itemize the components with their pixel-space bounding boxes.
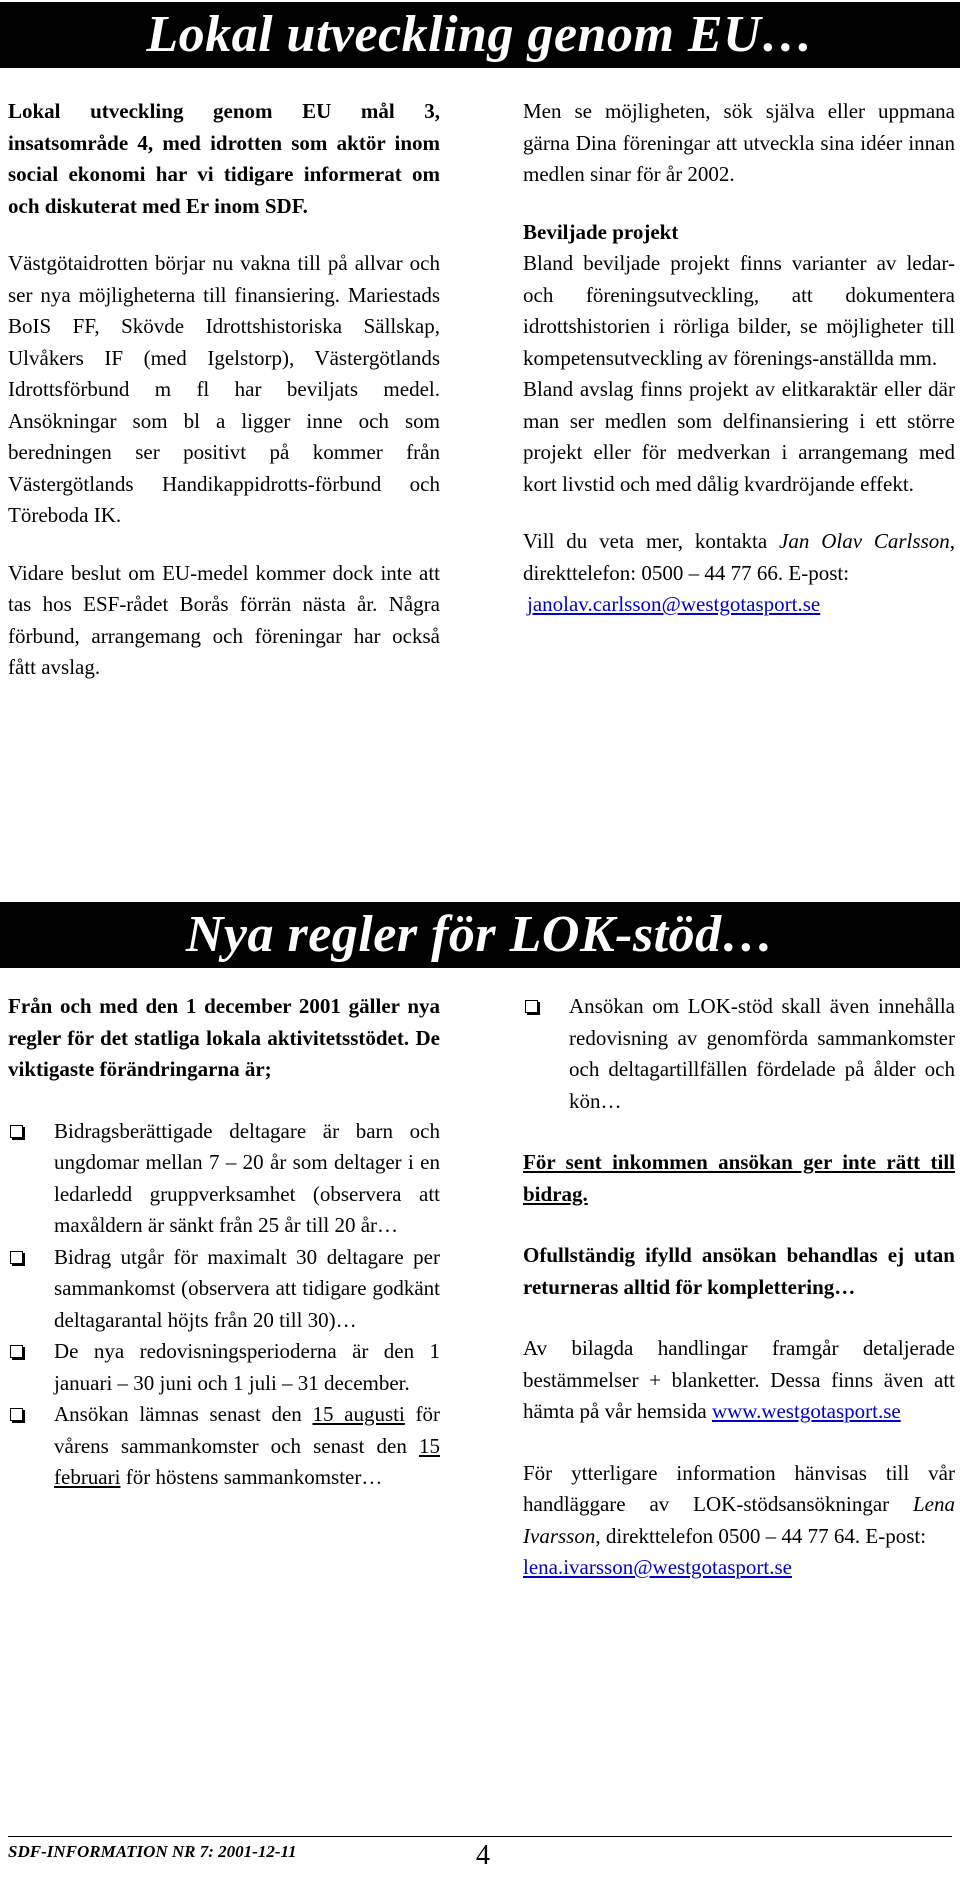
column-eu-left <box>8 96 440 684</box>
lok-bullet-3: De nya redovisningsperioderna är den 1 januari – 30 juni och 1 juli – 31 december. <box>8 1336 440 1399</box>
checkbox-bullet-icon <box>525 1000 538 1013</box>
lok-intro <box>8 991 440 1086</box>
lok-bullet-1: Bidragsberättigade deltagare är barn och ungdomar mellan 7 – 20 år som deltager i en ledarledd gruppverksamhet (observera att maxåldern är sänkt från 25 år till 20 år… <box>8 1116 440 1242</box>
checkbox-bullet-icon <box>10 1408 23 1421</box>
lok-warning-late: För sent inkommen ansökan ger inte rätt till bidrag. <box>523 1150 955 1206</box>
eu-paragraph-3: Men se möjligheten, sök själva eller uppmana gärna Dina föreningar att utveckla sina idéer innan medlen sinar för år 2002. <box>523 99 955 186</box>
eu-contact-email-link[interactable]: janolav.carlsson@westgotasport.se <box>527 592 821 616</box>
column-eu-right <box>523 96 955 621</box>
lok-paragraph-1: Av bilagda handlingar framgår detaljerade bestämmelser + blanketter. Dessa finns även att hämta på vår hemsida www.westgotasport.se <box>523 1336 955 1423</box>
column-lok-left <box>8 991 440 1494</box>
eu-contact-name: Jan Olav Carlsson <box>779 529 950 553</box>
checkbox-bullet-icon <box>10 1251 23 1264</box>
eu-paragraph-4: Bland beviljade projekt finns varianter av ledar- och föreningsutveckling, att dokumentera idrottshistorien i rörliga bilder, se möjligheter till kompetensutveckling av förenings-anställda mm. <box>523 251 955 370</box>
lok-warning-incomplete: Ofullständig ifylld ansökan behandlas ej utan returneras alltid för komplettering… <box>523 1243 955 1299</box>
lok-bullet-4: Ansökan lämnas senast den 15 augusti för vårens sammankomster och senast den 15 februari för höstens sammankomster… <box>8 1399 440 1494</box>
checkbox-bullet-icon <box>10 1345 23 1358</box>
lok-intro-bold: Från och med den 1 december 2001 gäller nya regler för det statliga lokala aktivitetsstödet. <box>8 994 440 1050</box>
lok-bullet-5: Ansökan om LOK-stöd skall även innehålla redovisning av genomförda sammankomster och deltagartillfällen fördelade på ålder och kön… <box>523 991 955 1117</box>
section-banner-eu: Lokal utveckling genom EU… <box>0 2 960 68</box>
date-15-februari: 15 februari <box>54 1433 440 1489</box>
westgotasport-web-link[interactable]: www.westgotasport.se <box>711 1399 901 1423</box>
eu-paragraph-1: Västgötaidrotten börjar nu vakna till på allvar och ser nya möjligheterna till finansiering. Mariestads BoIS FF, Skövde Idrottshistoriska Sällskap, Ulvåkers IF (med Igelstorp), Västergötlands Idrottsförbund m fl har beviljats medel. Ansökningar som bl a ligger inne och som beredningen ser positivt på kommer från Västergötlands Handikappidrotts-förbund och Töreboda IK. <box>8 251 440 527</box>
eu-heading-beviljade: Beviljade projekt <box>523 219 679 244</box>
checkbox-bullet-icon <box>10 1125 23 1138</box>
lok-bullet-2: Bidrag utgår för maximalt 30 deltagare per sammankomst (observera att tidigare godkänt deltagarantal höjts från 20 till 30)… <box>8 1242 440 1337</box>
eu-contact-pre: Vill du veta mer, kontakta <box>523 529 780 553</box>
eu-contact <box>523 526 955 589</box>
lok-contact-email-link[interactable]: lena.ivarsson@westgotasport.se <box>523 1555 792 1579</box>
page-footer <box>8 1836 952 1871</box>
column-lok-right <box>523 991 955 1584</box>
section-banner-lok: Nya regler för LOK-stöd… <box>0 902 960 968</box>
eu-paragraph-5: Bland avslag finns projekt av elitkaraktär eller där man ser medlen som delfinansiering i ett större projekt eller för medverkan i arrangemang med kort livstid och med dålig kvardröjande effekt. <box>523 377 955 496</box>
lok-contact-name: Lena Ivarsson <box>523 1492 955 1548</box>
eu-intro: Lokal utveckling genom EU mål 3, insatsområde 4, med idrotten som aktör inom social ekonomi har vi tidigare informerat om och diskuterat med Er inom SDF. <box>8 99 440 218</box>
lok-paragraph-2: För ytterligare information hänvisas till vår handläggare av LOK-stödsansökningar Lena Ivarsson, direkttelefon 0500 – 44 77 64. E-post: <box>523 1460 955 1548</box>
eu-contact-post: , direkttelefon: 0500 – 44 77 66. E-post: <box>523 529 955 585</box>
page-number: 4 <box>476 1840 490 1871</box>
eu-paragraph-2: Vidare beslut om EU-medel kommer dock inte att tas hos ESF-rådet Borås förrän nästa år. Några förbund, arrangemang och föreningar har också fått avslag. <box>8 560 440 679</box>
date-15-augusti: 15 augusti <box>312 1402 405 1426</box>
lok-intro-rest: De viktigaste förändringarna är; <box>8 1025 440 1081</box>
footer-issue: SDF-INFORMATION NR 7: 2001-12-11 <box>8 1842 297 1861</box>
